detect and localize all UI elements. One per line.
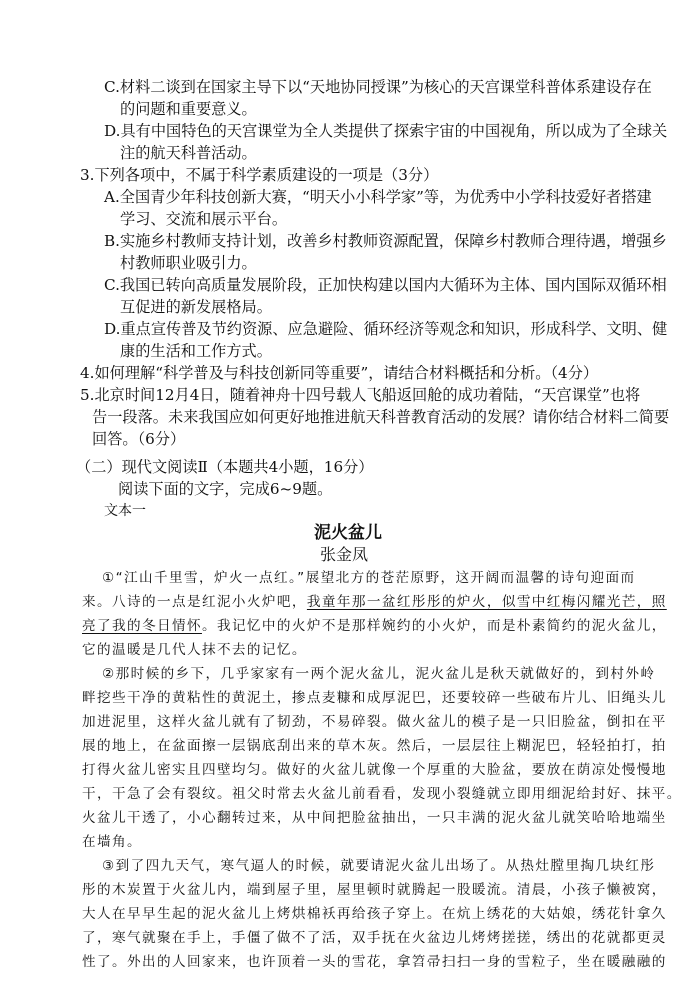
p3-line-4: 了，寒气就聚在手上，手僵了做不了活，双手抚在火盆边儿烤烤搓搓，绣出的花就都更灵: [82, 930, 667, 946]
option-d-line-1: D.具有中国特色的天宫课堂为全人类提供了探索宇宙的中国视角，所以成为了全球关: [104, 122, 668, 140]
p1-line-2: 来。八诗的一点是红泥小火炉吧，我童年那一盆红彤彤的炉火，似雪中红梅闪耀光芒，照: [82, 594, 667, 610]
p3-line-3: 大人在早早生起的泥火盆儿上烤烘棉袄再给孩子穿上。在炕上绣花的大姑娘，绣花针拿久: [82, 906, 667, 922]
q3-option-d-line-2: 康的生活和工作方式。: [120, 342, 272, 360]
question-4: 4.如何理解“科学普及与科技创新同等重要”，请结合材料概括和分析。（4分）: [80, 364, 599, 382]
p3-line-5: 性了。外出的人回家来，也许顶着一头的雪花，拿笤帚扫扫一身的雪粒子，坐在暖融融的: [82, 954, 667, 970]
q3-option-d-line-1: D.重点宣传普及节约资源、应急避险、循环经济等观念和知识，形成科学、文明、健: [104, 320, 668, 338]
q3-option-c-line-1: C.我国已转向高质量发展阶段，正加快构建以国内大循环为主体、国内国际双循环相: [104, 276, 667, 294]
p2-line-7: 火盆儿干透了，小心翻转过来，从中间把脸盆抽出，一只丰满的泥火盆儿就笑哈哈地端坐: [82, 810, 667, 826]
p1-line-4: 它的温暖是几代人抹不去的记忆。: [82, 642, 307, 658]
q3-option-a-line-2: 学习、交流和展示平台。: [120, 210, 288, 228]
p1-line-3: 亮了我的冬日情怀。我记忆中的火炉不是那样婉约的小火炉，而是朴素简约的泥火盆儿，: [82, 618, 667, 634]
q3-option-c-line-2: 互促进的新发展格局。: [120, 298, 272, 316]
p3-line-1: ③到了四九天气，寒气逼人的时候，就要请泥火盆儿出场了。从热灶膛里掏几块红彤: [102, 858, 656, 874]
question-5-line-2: 告一段落。未来我国应如何更好地推进航天科普教育活动的发展？请你结合材料二简要: [92, 408, 670, 426]
article-title: 泥火盆儿: [314, 523, 382, 543]
p1-line-1: ①“江山千里雪，炉火一点红。”展望北方的苍茫原野，这开阔而温馨的诗句迎面而: [102, 570, 636, 586]
p2-line-1: ②那时候的乡下，几乎家家有一两个泥火盆儿，泥火盆儿是秋天就做好的，到村外岭: [102, 666, 656, 682]
section-instruction: 阅读下面的文字，完成6~9题。: [118, 480, 333, 498]
article-author: 张金凤: [320, 545, 369, 564]
option-c-line-2: 的问题和重要意义。: [120, 100, 257, 118]
question-5-line-1: 5.北京时间12月4日，随着神舟十四号载人飞船返回舱的成功着陆，“天宫课堂”也将: [80, 386, 641, 404]
p2-line-4: 展的地上，在盆面擦一层锅底刮出来的草木灰。然后，一层层往上糊泥巴，轻轻拍打，拍: [82, 738, 667, 754]
p3-line-2: 彤的木炭置于火盆儿内，端到屋子里，屋里顿时就腾起一股暖流。清晨，小孩子懒被窝，: [82, 882, 667, 898]
p1-underlined-b: 亮了我的冬日情怀: [82, 618, 202, 634]
option-d-line-2: 注的航天科普活动。: [120, 144, 257, 162]
p2-line-5: 打得火盆儿密实且四壁均匀。做好的火盆儿就像一个厚重的大脸盆，要放在荫凉处慢慢地: [82, 762, 667, 778]
p2-line-8: 在墙角。: [82, 834, 142, 850]
q3-option-b-line-2: 村教师职业吸引力。: [120, 254, 257, 272]
question-3-stem: 3.下列各项中，不属于科学素质建设的一项是（3分）: [80, 166, 439, 184]
p2-line-2: 畔挖些干净的黄粘性的黄泥土，掺点麦糠和成厚泥巴，还要较碎一些破布片儿、旧绳头儿: [82, 690, 667, 706]
section-heading: （二）现代文阅读Ⅱ（本题共4小题，16分）: [76, 458, 374, 476]
p2-line-3: 加进泥里，这样火盆儿就有了韧劲，不易碎裂。做火盆儿的模子是一只旧脸盆，倒扣在平: [82, 714, 667, 730]
p2-line-6: 干，干急了会有裂纹。祖父时常去火盆儿前看看，发现小裂缝就立即用细泥给封好、抹平。: [82, 786, 682, 802]
question-5-line-3: 回答。（6分）: [92, 430, 186, 448]
q3-option-a-line-1: A.全国青少年科技创新大赛，“明天小小科学家”等，为优秀中小学科技爱好者搭建: [104, 188, 652, 206]
text-label: 文本一: [104, 503, 146, 519]
option-c-line-1: C.材料二谈到在国家主导下以“天地协同授课”为核心的天宫课堂科普体系建设存在: [104, 78, 652, 96]
p1-underlined-a: 我童年那一盆红彤彤的炉火，似雪中红梅闪耀光芒，照: [306, 594, 667, 610]
q3-option-b-line-1: B.实施乡村教师支持计划，改善乡村教师资源配置，保障乡村教师合理待遇，增强乡: [104, 232, 667, 250]
